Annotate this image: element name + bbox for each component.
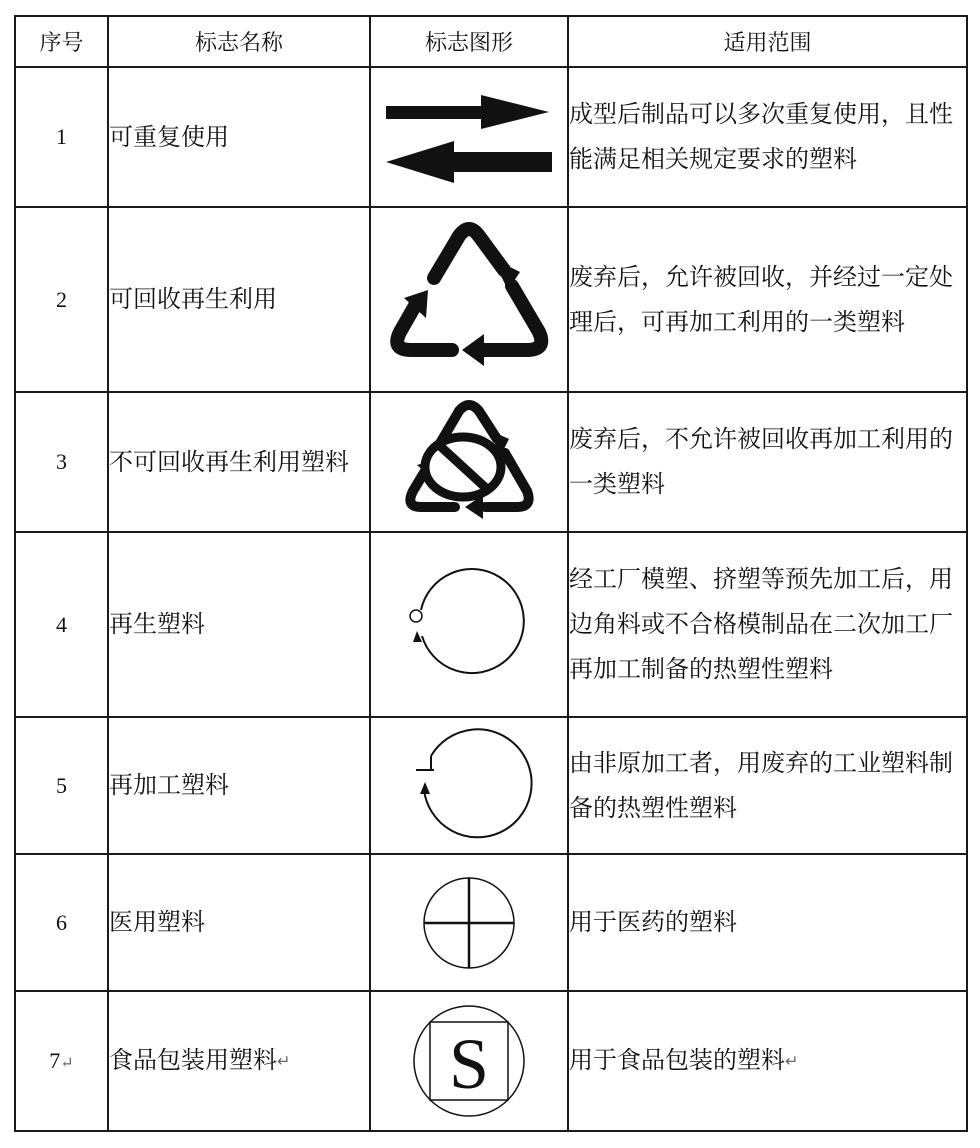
header-row: [15, 16, 967, 67]
row-number: 1: [15, 67, 108, 207]
table-row: [15, 392, 967, 532]
row-number: 3: [15, 392, 108, 532]
table-row: [15, 717, 967, 854]
mark-scope: 由非原加工者，用废弃的工业塑料制备的热塑性塑料: [568, 717, 967, 854]
header-name: 标志名称: [108, 16, 370, 67]
row-number: 6: [15, 854, 108, 991]
recycle-triangle-icon: [384, 220, 554, 380]
row-number: 4: [15, 532, 108, 717]
row-number: 2: [15, 207, 108, 392]
header-scope: 适用范围: [568, 16, 967, 67]
mark-name: 不可回收再生利用塑料: [108, 392, 370, 532]
mark-name: 可回收再生利用: [108, 207, 370, 392]
s-letter: S: [448, 1023, 490, 1104]
table-row: [15, 207, 967, 392]
row-number: 7↵: [15, 991, 108, 1131]
mark-scope: 成型后制品可以多次重复使用，且性能满足相关规定要求的塑料: [568, 67, 967, 207]
mark-scope: 经工厂模塑、挤塑等预先加工后，用边角料或不合格模制品在二次加工厂再加工制备的热塑性塑料: [568, 532, 967, 717]
row-number: 5: [15, 717, 108, 854]
mark-scope: 废弃后，允许被回收，并经过一定处理后，可再加工利用的一类塑料: [568, 207, 967, 392]
mark-scope: 用于医药的塑料: [568, 854, 967, 991]
mark-name: 再生塑料: [108, 532, 370, 717]
table-row: [15, 532, 967, 717]
paragraph-mark: ↵: [60, 1054, 74, 1072]
mark-name: 再加工塑料: [108, 717, 370, 854]
mark-scope: 废弃后，不允许被回收再加工利用的一类塑料: [568, 392, 967, 532]
table-row: [15, 67, 967, 207]
non-recyclable-icon: [399, 395, 539, 530]
plastic-marks-table: [14, 15, 968, 1132]
reprocessed-circle-icon: [404, 728, 534, 843]
table-row: [15, 854, 967, 991]
paragraph-mark: ↵: [785, 1051, 799, 1071]
reuse-arrows-icon: [384, 82, 554, 192]
medical-cross-circle-icon: [414, 873, 524, 973]
header-symbol: 标志图形: [370, 16, 568, 67]
mark-name: 医用塑料: [108, 854, 370, 991]
mark-name: 食品包装用塑料↵: [108, 991, 370, 1131]
food-packaging-s-icon: [409, 1004, 529, 1119]
mark-name: 可重复使用: [108, 67, 370, 207]
paragraph-mark: ↵: [277, 1051, 291, 1071]
mark-scope: 用于食品包装的塑料↵: [568, 991, 967, 1131]
table-row: [15, 991, 967, 1131]
header-number: 序号: [15, 16, 108, 67]
regenerated-circle-icon: [404, 562, 534, 687]
